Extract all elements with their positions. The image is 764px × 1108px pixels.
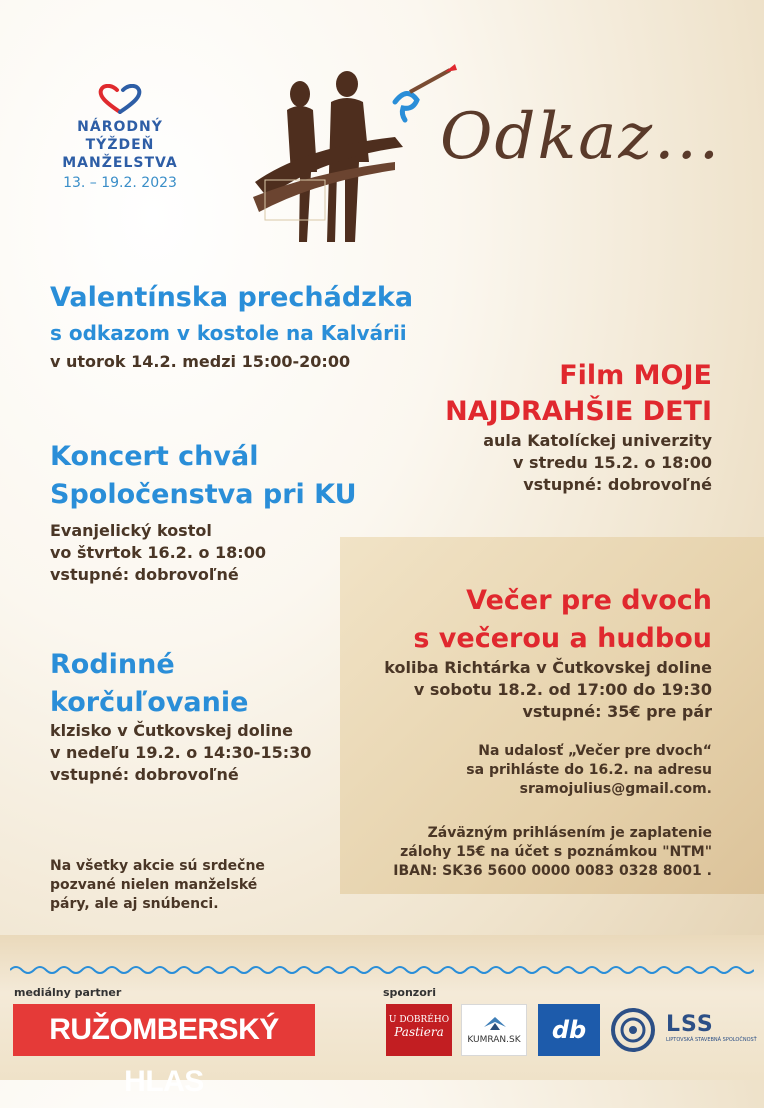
- concert-title-line1: Koncert chvál: [50, 441, 259, 472]
- u-dobreho-pastiera-logo: [386, 1004, 452, 1056]
- dinner-title-line2: s večerou a hudbou: [413, 623, 712, 654]
- film-place: aula Katolíckej univerzity: [483, 431, 712, 450]
- skating-title: [50, 646, 248, 722]
- sponsors-label: sponzori: [383, 986, 436, 999]
- dinner-place: koliba Richtárka v Čutkovskej doline: [384, 658, 712, 677]
- film-title-line1: Film MOJE: [559, 360, 712, 391]
- concert-title: [50, 438, 357, 514]
- payment-line2: zálohy 15€ na účet s poznámkou "NTM": [400, 844, 712, 860]
- dinner-entry: vstupné: 35€ pre pár: [522, 702, 712, 721]
- film-entry: vstupné: dobrovoľné: [523, 475, 712, 494]
- skating-title-line2: korčuľovanie: [50, 687, 249, 718]
- skating-title-line1: Rodinné: [50, 649, 175, 680]
- registration-email[interactable]: sramojulius@gmail.com.: [519, 781, 712, 797]
- concert-place: Evanjelický kostol: [50, 521, 212, 540]
- dinner-title: [413, 582, 712, 658]
- film-when: v stredu 15.2. o 18:00: [513, 453, 712, 472]
- valentine-subtitle: s odkazom v kostole na Kalvárii: [50, 321, 407, 345]
- payment-line1: Záväzným prihlásením je zaplatenie: [427, 825, 712, 841]
- dinner-details: [384, 657, 712, 723]
- ntm-line1: NÁRODNÝ TÝŽDEŇ: [77, 119, 163, 153]
- skating-entry: vstupné: dobrovoľné: [50, 765, 239, 784]
- concert-details: [50, 520, 266, 586]
- sponsor2-name: KUMRAN.SK: [467, 1035, 521, 1045]
- skating-place: klzisko v Čutkovskej doline: [50, 721, 293, 740]
- footnote-line2: pozvané nielen manželské: [50, 877, 258, 893]
- dinner-when: v sobotu 18.2. od 17:00 do 19:30: [413, 680, 712, 699]
- sponsor1-bottom: Pastiera: [394, 1025, 444, 1039]
- valentine-title: Valentínska prechádzka: [50, 282, 414, 313]
- sponsor5-name: LSS: [666, 1012, 714, 1037]
- kumran-logo: [461, 1004, 527, 1056]
- poster-title: Odkaz...: [440, 100, 722, 174]
- heart-logo-icon: [95, 84, 145, 114]
- dinner-registration: [466, 742, 712, 799]
- ntm-line2: MANŽELSTVA: [62, 155, 178, 171]
- footnote: [50, 857, 265, 914]
- couple-illustration-icon: [245, 62, 460, 247]
- skating-details: [50, 720, 311, 786]
- ntm-dates: 13. – 19.2. 2023: [63, 175, 177, 191]
- lss-emblem-icon: [610, 1004, 656, 1056]
- sponsor1-top: U DOBRÉHO: [388, 1015, 450, 1025]
- footnote-line3: páry, ale aj snúbenci.: [50, 896, 219, 912]
- dinner-title-line1: Večer pre dvoch: [466, 585, 712, 616]
- sponsor5-sub: LIPTOVSKÁ STAVEBNÁ SPOLOČNOSŤ: [666, 1037, 757, 1043]
- media-partner-label: mediálny partner: [14, 986, 122, 999]
- film-title: [445, 358, 712, 430]
- concert-when: vo štvrtok 16.2. o 18:00: [50, 543, 266, 562]
- skating-when: v nedeľu 19.2. o 14:30-15:30: [50, 743, 312, 762]
- ruzombersky-hlas-logo: RUŽOMBERSKÝ HLAS: [13, 1004, 315, 1056]
- payment-iban: IBAN: SK36 5600 0000 0083 0328 8001 .: [393, 863, 712, 879]
- dinner-payment: [393, 824, 712, 881]
- valentine-when: v utorok 14.2. medzi 15:00-20:00: [50, 352, 351, 371]
- ntm-logo: [40, 84, 200, 191]
- film-details: [483, 430, 712, 496]
- wave-divider-icon: [10, 962, 754, 978]
- registration-line1: Na udalosť „Večer pre dvoch“: [478, 743, 712, 759]
- registration-line2: sa prihláste do 16.2. na adresu: [466, 762, 712, 778]
- concert-title-line2: Spoločenstva pri KU: [50, 479, 357, 510]
- db-logo: db: [538, 1004, 600, 1056]
- lss-logo: [666, 1012, 757, 1043]
- concert-entry: vstupné: dobrovoľné: [50, 565, 239, 584]
- film-title-line2: NAJDRAHŠIE DETI: [445, 396, 712, 427]
- footnote-line1: Na všetky akcie sú srdečne: [50, 858, 265, 874]
- kumran-bird-icon: [482, 1013, 508, 1033]
